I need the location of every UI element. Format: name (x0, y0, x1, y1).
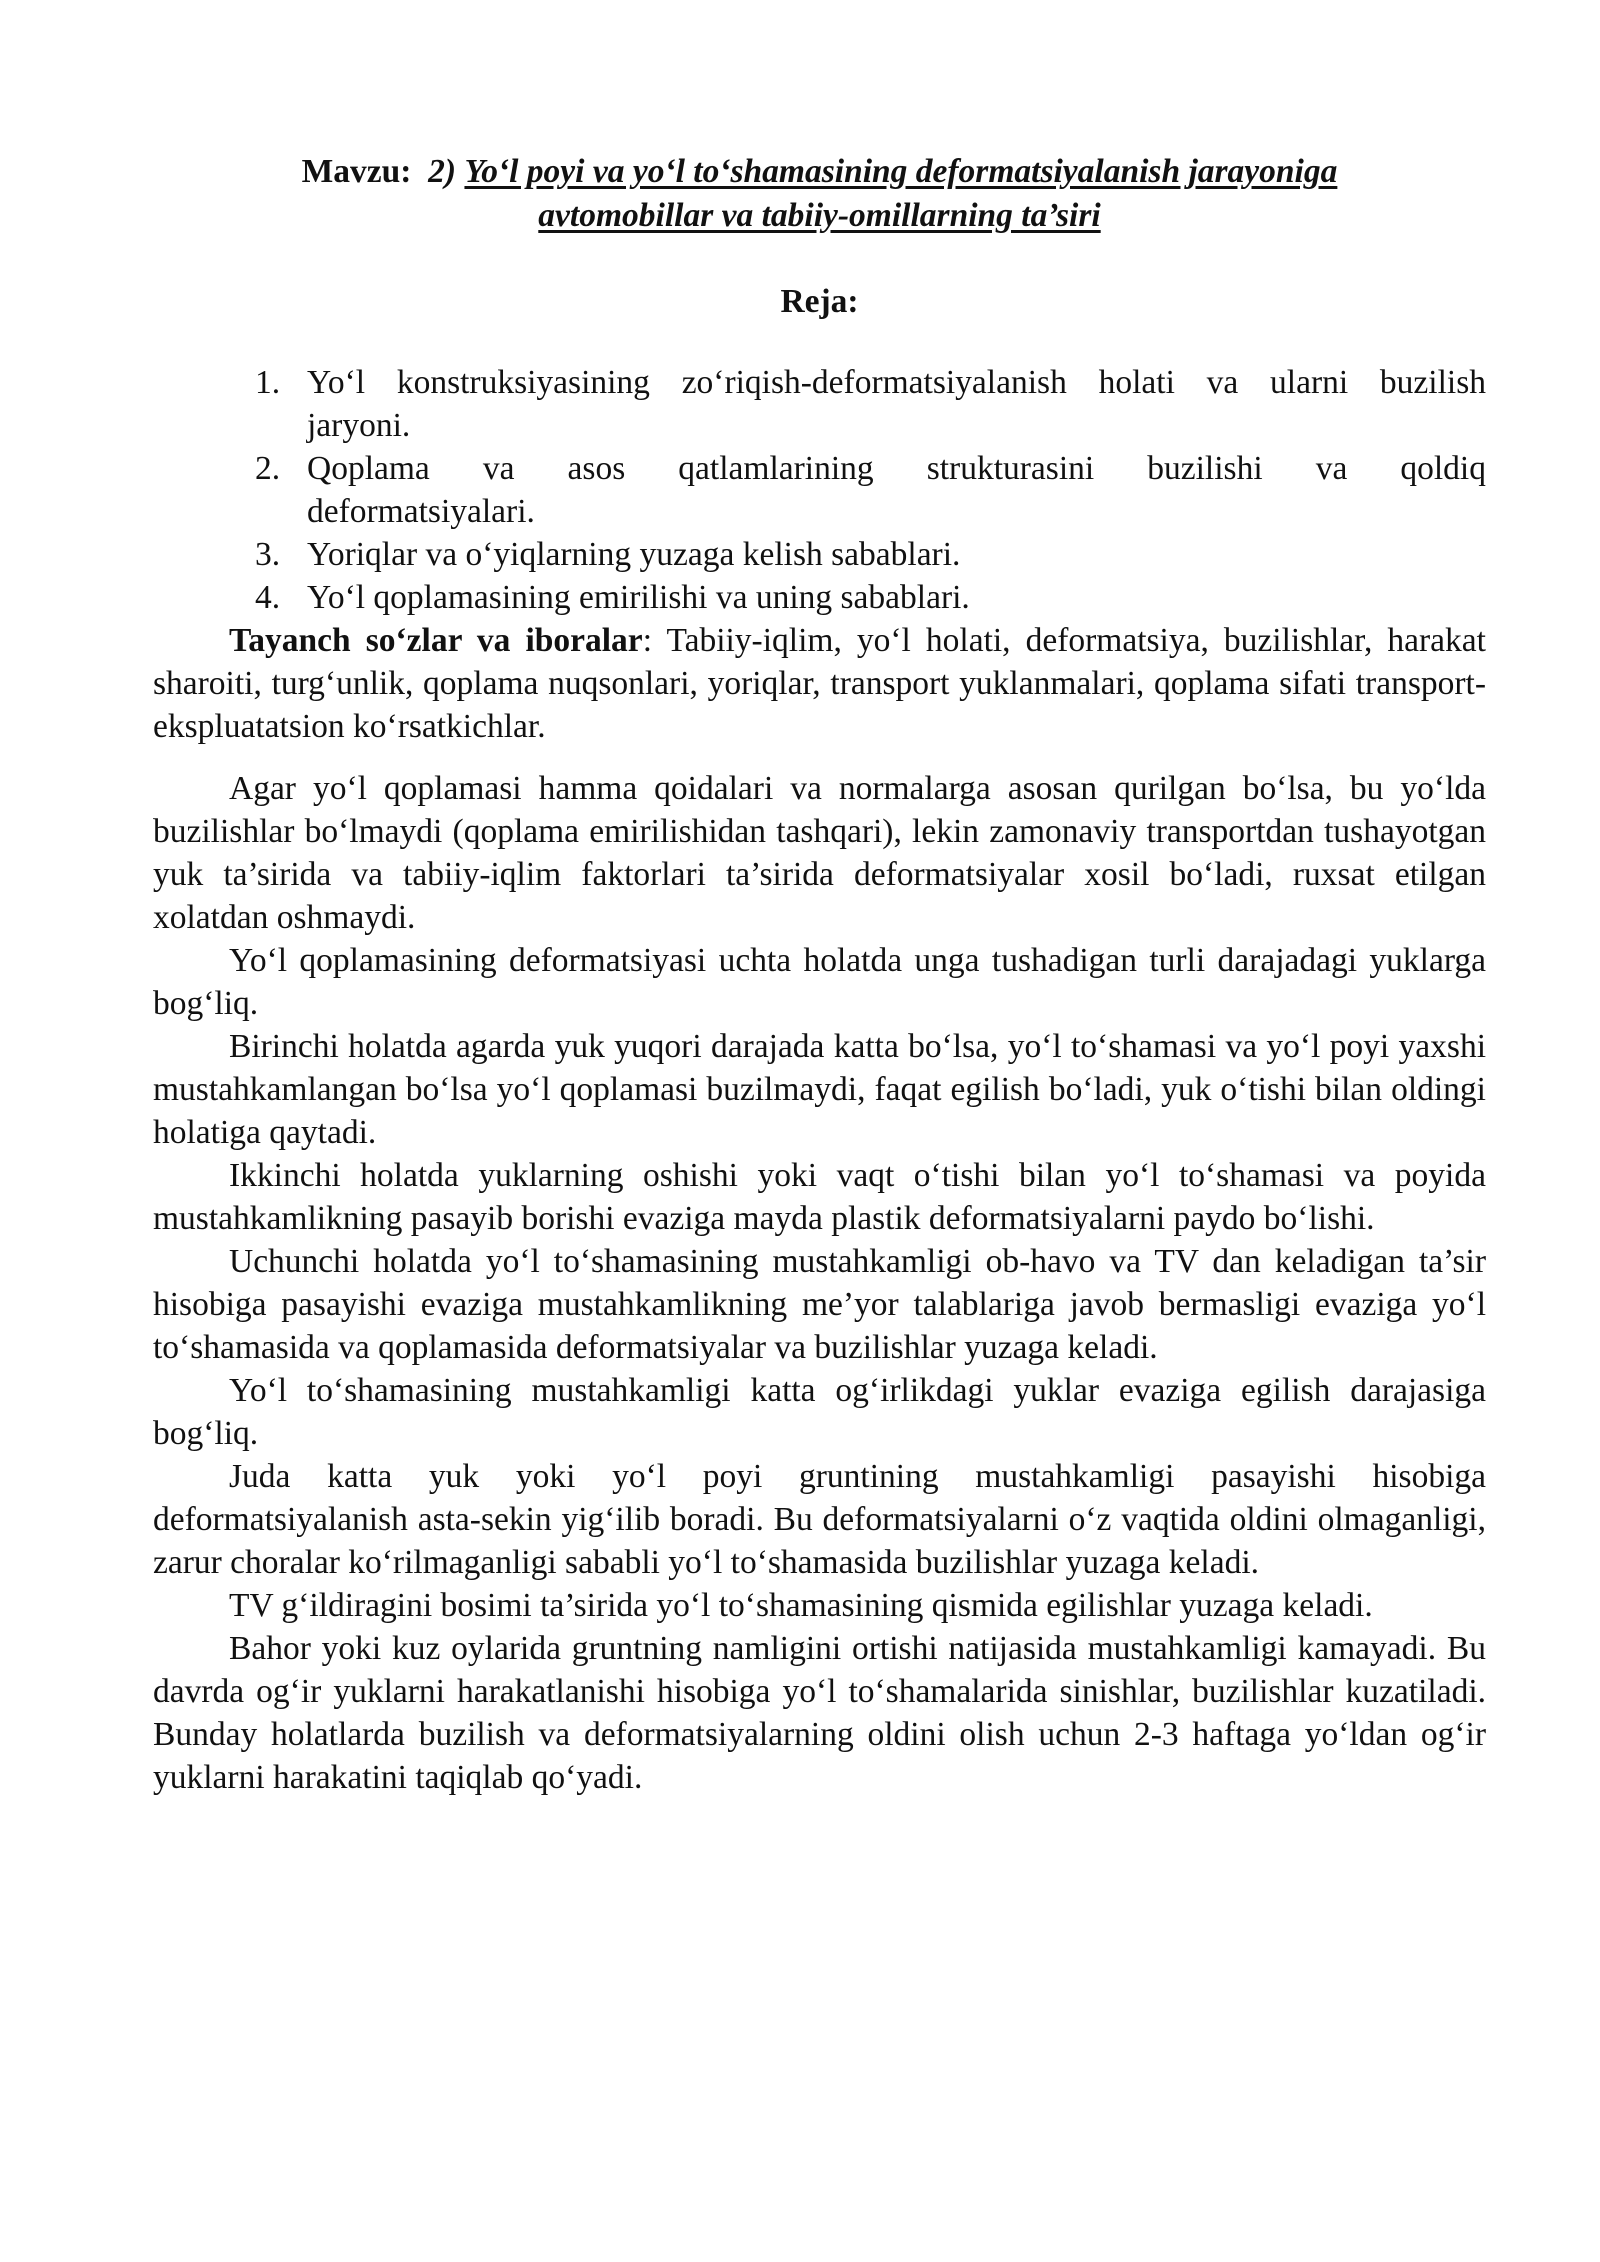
body-text (153, 767, 1486, 1799)
plan-item-text: Yoriqlar va o‘yiqlarning yuzaga kelish sabablari. (307, 536, 961, 573)
plan-item-number: 4. (255, 579, 281, 616)
body-paragraph: Uchunchi holatda yo‘l to‘shamasining mustahkamligi ob-havo va TV dan keladigan ta’sir hisobiga pasayishi evaziga mustahkamlikning me’yor talablariga javob bermasligi evaziga yo‘l to‘shamasida va qoplamasida deformatsiyalar va buzilishlar yuzaga keladi. (153, 1243, 1486, 1366)
title-line-1 (153, 150, 1486, 194)
title-label: Mavzu: (301, 153, 412, 190)
plan-item-text: Yo‘l qoplamasining emirilishi va uning sabablari. (307, 579, 970, 616)
title-number: 2) (428, 153, 457, 190)
title-text-line-2: avtomobillar va tabiiy-omillarning ta’siri (538, 197, 1101, 234)
body-paragraph: TV g‘ildiragini bosimi ta’sirida yo‘l to‘shamasining qismida egilishlar yuzaga keladi. (229, 1587, 1373, 1624)
title-line-2 (153, 194, 1486, 238)
plan-item-number: 3. (255, 536, 281, 573)
body-paragraph: Yo‘l qoplamasining deformatsiyasi uchta holatda unga tushadigan turli darajadagi yuklarga bog‘liq. (153, 942, 1486, 1022)
keywords-text: Tabiiy-iqlim, yo‘l holati, deformatsiya, buzilishlar, harakat sharoiti, turg‘unlik, qoplama nuqsonlari, yoriqlar, transport yuklanmalari, qoplama sifati transport-ekspluatatsion ko‘rsatkichlar. (153, 622, 1486, 745)
plan-item-number: 1. (255, 364, 281, 401)
body-paragraph: Birinchi holatda agarda yuk yuqori darajada katta bo‘lsa, yo‘l to‘shamasi va yo‘l poyi yaxshi mustahkamlangan bo‘lsa yo‘l qoplamasi buzilmaydi, faqat egilish bo‘ladi, yuk o‘tishi bilan oldingi holatiga qaytadi. (153, 1028, 1486, 1151)
plan-item (255, 533, 1486, 576)
body-paragraph: Juda katta yuk yoki yo‘l poyi gruntining mustahkamligi pasayishi hisobiga deformatsiyalanish asta-sekin yig‘ilib boradi. Bu deformatsiyalarni o‘z vaqtida oldini olmaganligi, zarur choralar ko‘rilmaganligi sababli yo‘l to‘shamasida buzilishlar yuzaga keladi. (153, 1458, 1486, 1581)
plan-heading: Reja: (780, 283, 859, 320)
plan-list (153, 361, 1486, 619)
body-paragraph: Bahor yoki kuz oylarida gruntning namligini ortishi natijasida mustahkamligi kamayadi. Bu davrda og‘ir yuklarni harakatlanishi hisobiga yo‘l to‘shamalarida sinishlar, buzilishlar kuzatiladi. Bunday holatlarda buzilish va deformatsiyalarning oldini olish uchun 2-3 haftaga yo‘ldan og‘ir yuklarni harakatini taqiqlab qo‘yadi. (153, 1630, 1486, 1796)
title-text-line-1: Yo‘l poyi va yo‘l to‘shamasining deformatsiyalanish jarayoniga (464, 153, 1338, 190)
plan-item-text-continued: deformatsiyalari. (307, 493, 535, 530)
keywords-label: Tayanch so‘zlar va iboralar (229, 622, 643, 659)
body-paragraph: Ikkinchi holatda yuklarning oshishi yoki vaqt o‘tishi bilan yo‘l to‘shamasi va poyida mustahkamlikning pasayib borishi evaziga mayda plastik deformatsiyalarni paydo bo‘lishi. (153, 1157, 1486, 1237)
topic-title (153, 150, 1486, 238)
plan-item-text-continued: jaryoni. (307, 407, 411, 444)
body-paragraph: Yo‘l to‘shamasining mustahkamligi katta og‘irlikdagi yuklar evaziga egilish darajasiga bog‘liq. (153, 1372, 1486, 1452)
keywords-paragraph (153, 619, 1486, 748)
plan-item (255, 447, 1486, 533)
plan-item (255, 361, 1486, 447)
keywords-colon: : (642, 622, 652, 659)
plan-item-text: Qoplama va asos qatlamlarining strukturasini buzilishi va qoldiq (307, 450, 1486, 487)
body-paragraph: Agar yo‘l qoplamasi hamma qoidalari va normalarga asosan qurilgan bo‘lsa, bu yo‘lda buzilishlar bo‘lmaydi (qoplama emirilishidan tashqari), lekin zamonaviy transportdan tushayotgan yuk ta’sirida va tabiiy-iqlim faktorlari ta’sirida deformatsiyalar xosil bo‘ladi, ruxsat etilgan xolatdan oshmaydi. (153, 770, 1486, 936)
plan-item-number: 2. (255, 450, 281, 487)
document-page (153, 150, 1486, 1799)
plan-item (255, 576, 1486, 619)
plan-item-text: Yo‘l konstruksiyasining zo‘riqish-deformatsiyalanish holati va ularni buzilish (307, 364, 1486, 401)
